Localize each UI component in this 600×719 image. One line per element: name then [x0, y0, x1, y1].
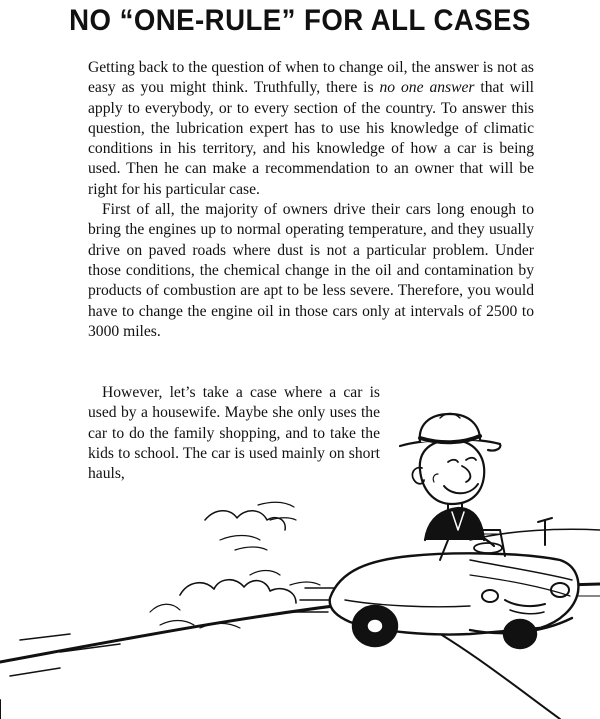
paragraph-2: First of all, the majority of owners drive their cars long enough to bring the engines up to normal operating temperature, and they usually drive on paved roads where dust is not a particular problem. Under those conditions, the chemical change in the oil and contamination by products of combustion are apt to be less severe. Therefore, you would have to change the engine oil in those cars only at intervals of 2500 to 3000 miles.	[88, 201, 534, 340]
emphasis-no-one-answer: no one answer	[379, 79, 475, 97]
article-body	[88, 58, 534, 342]
paragraph-1	[88, 58, 534, 200]
paragraph-3: However, let’s take a case where a car is used by a housewife. Maybe she only uses the car to do the family shopping, and to take the kids to school. The car is used mainly on short hauls,	[88, 384, 380, 483]
man-driving-convertible-illustration	[0, 400, 600, 719]
page-title: NO “ONE-RULE” FOR ALL CASES	[69, 4, 531, 37]
paragraph-1-end: that will apply to everybody, or to every section of the country. To answer this question, the lubrication expert has to use his knowledge of climatic conditions in his territory, and his knowledge of how a car is being used. Then he can make a recommendation to an owner that will be right for his particular case.	[88, 79, 534, 198]
paragraph-1-start: Getting back to the question of when to change oil, the answer is not as easy as you might think. Truthfully, there is	[88, 59, 534, 97]
